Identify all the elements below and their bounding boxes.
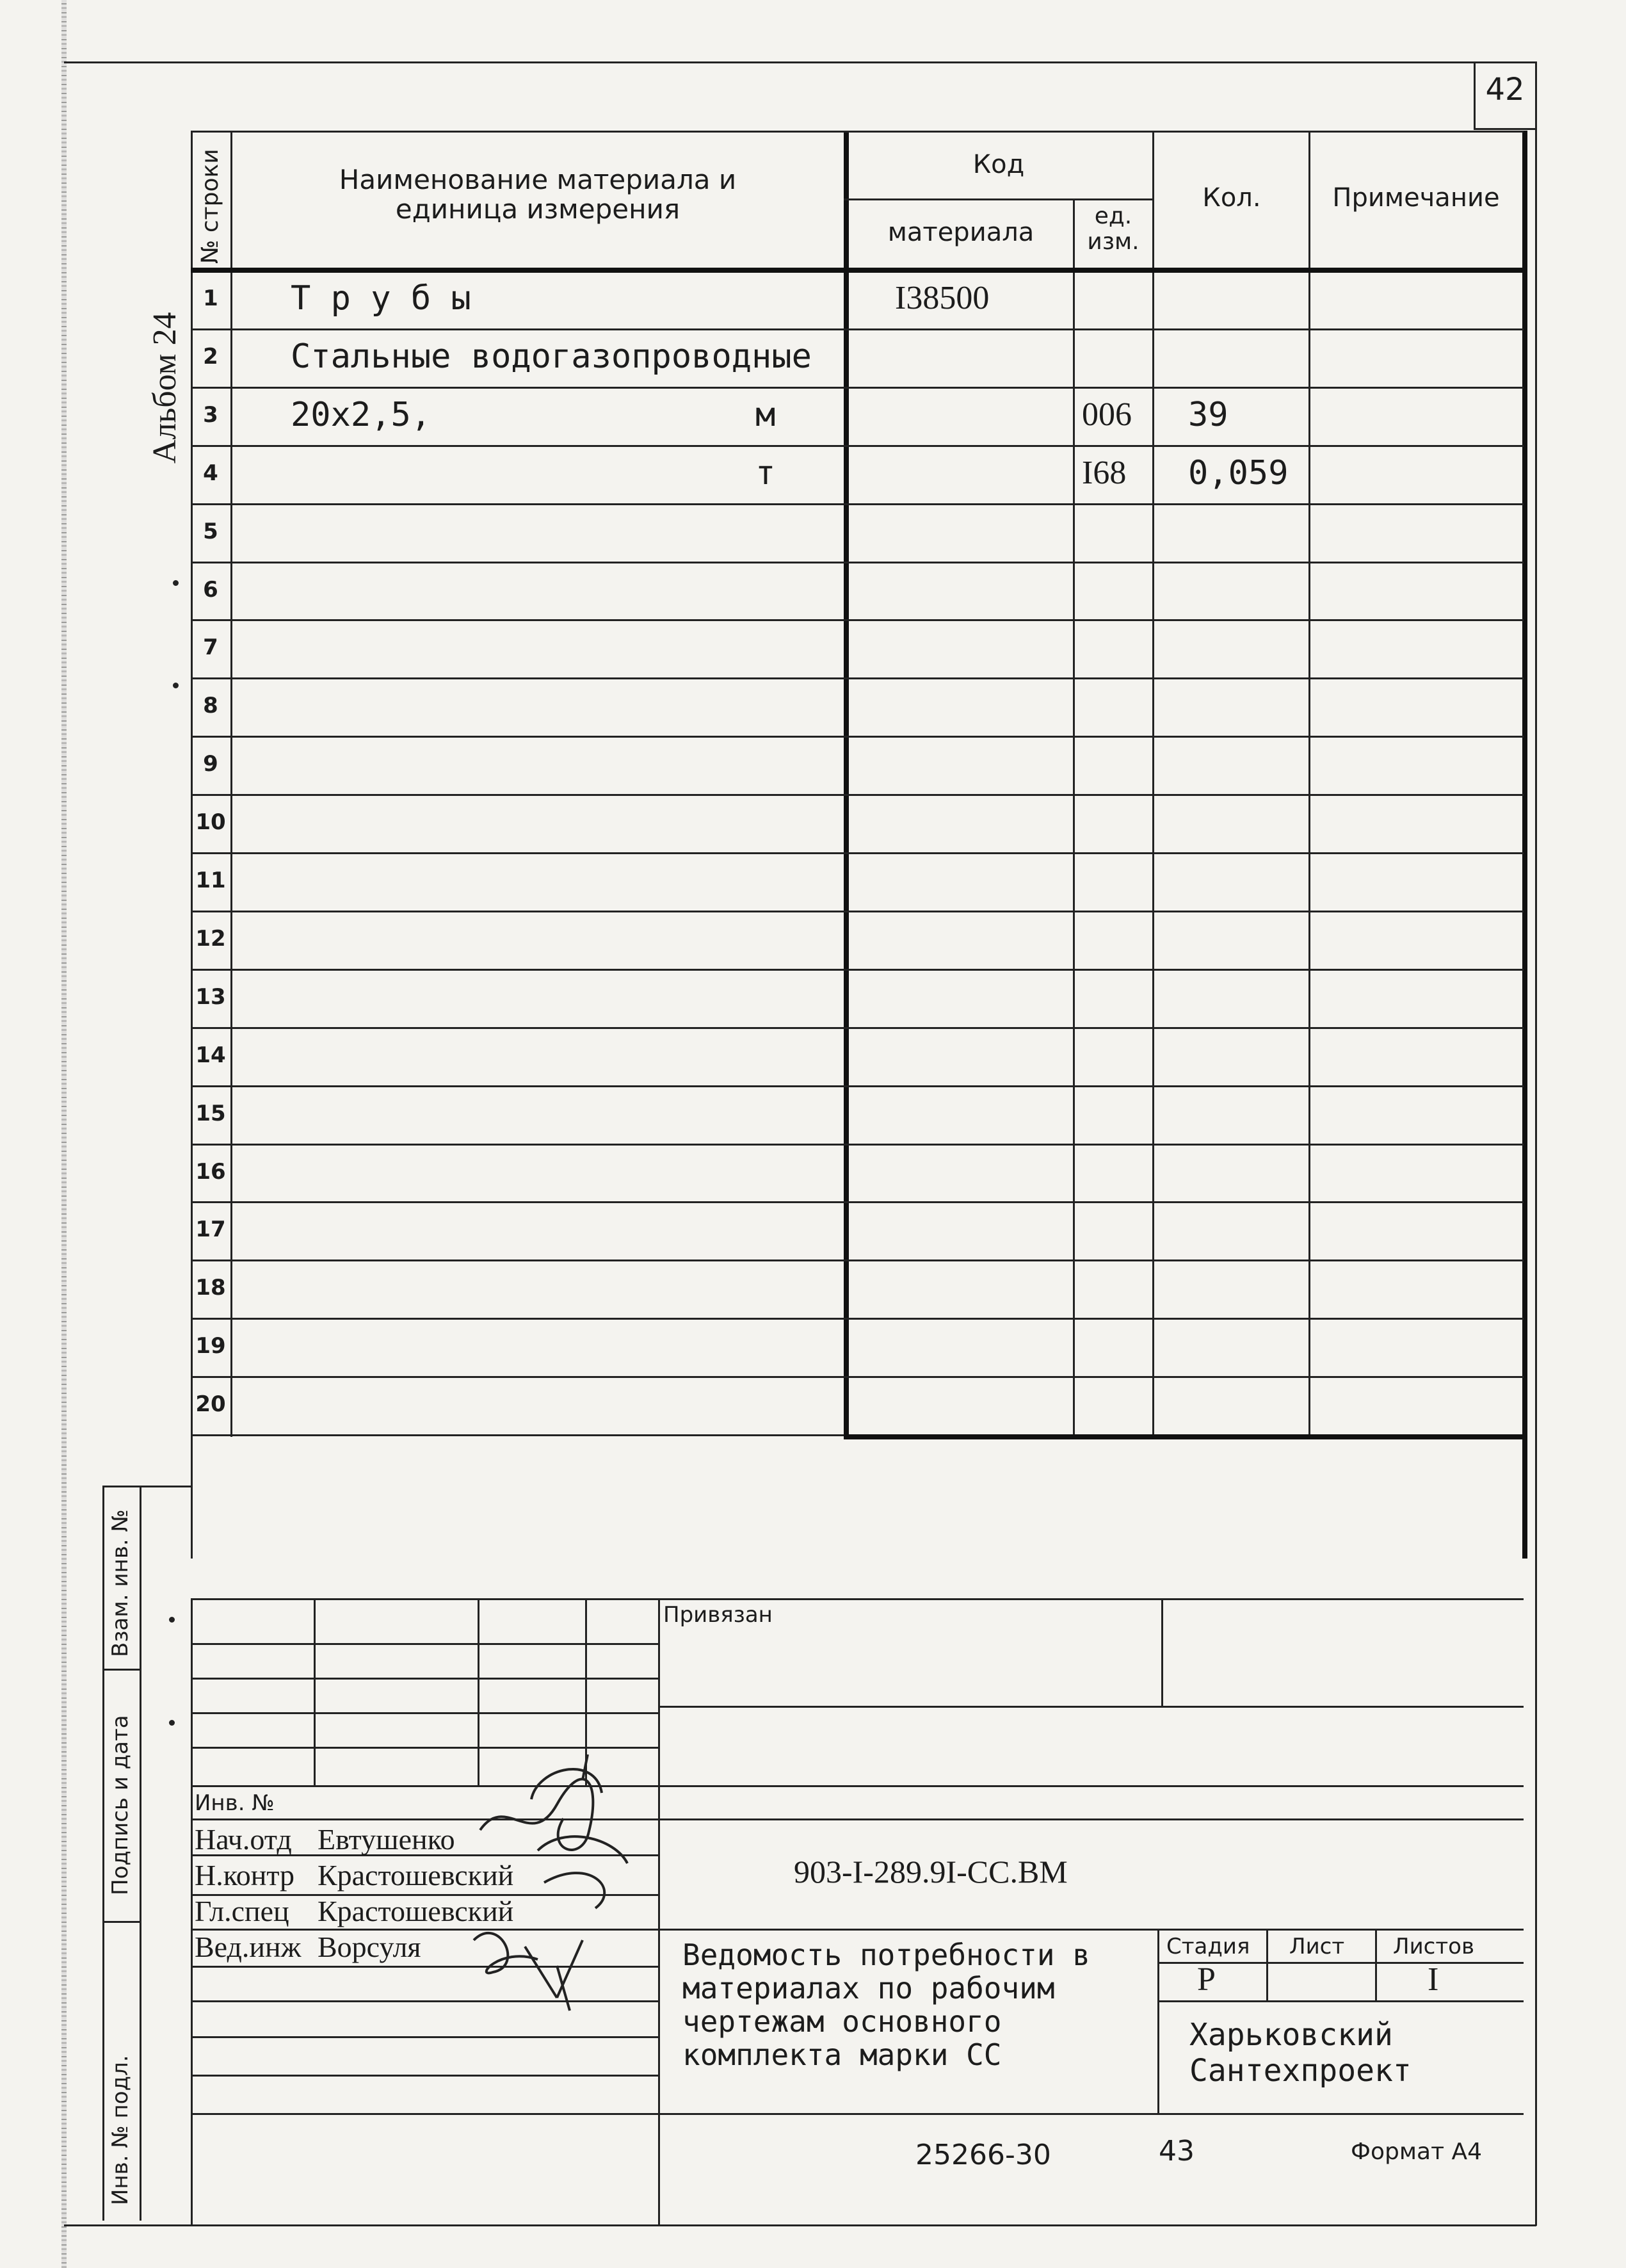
- sheet-number-box-bottom: [1474, 128, 1535, 130]
- table-row-line: [191, 1376, 1524, 1378]
- stamp-podpis-data: Подпись и дата: [108, 1715, 133, 1895]
- album-label: Альбом 24: [147, 312, 183, 464]
- signer-name: Ворсуля: [318, 1931, 421, 1963]
- privyazan-label: Привязан: [663, 1602, 773, 1628]
- table-row-line: [191, 1318, 1524, 1320]
- table-right-border: [1522, 131, 1527, 1559]
- table-row-line: [191, 1144, 1524, 1146]
- row-number: 13: [195, 984, 226, 1010]
- signer-role: Нач.отд: [195, 1823, 292, 1856]
- row-number: 2: [203, 343, 218, 369]
- table-left-border: [191, 131, 193, 1559]
- tb-col-5: [1161, 1598, 1163, 1706]
- signer-name: Крастошевский: [318, 1895, 514, 1927]
- table-row-line: [191, 911, 1524, 912]
- row-qty: 39: [1188, 395, 1228, 434]
- tb-line-2: [191, 1678, 658, 1680]
- table-row-line: [191, 562, 1524, 563]
- table-row-line: [191, 794, 1524, 796]
- document-title-line: комплекта марки СС: [682, 2037, 1002, 2072]
- row-name: Стальные водогазопроводные: [291, 337, 812, 376]
- row-number: 3: [203, 401, 218, 428]
- margin-dot: [173, 683, 179, 688]
- archive-number: 25266-30: [915, 2139, 1051, 2171]
- tb-left: [191, 1598, 193, 2224]
- row-number: 16: [195, 1158, 226, 1185]
- sheets-label: Листов: [1393, 1934, 1475, 1959]
- row-number: 10: [195, 809, 226, 836]
- table-row-line: [191, 1260, 1524, 1261]
- stamp-div-1: [102, 1669, 141, 1671]
- row-name: 20х2,5,: [291, 395, 431, 434]
- stamp-top: [102, 1486, 192, 1487]
- header-code-material: материала: [887, 218, 1034, 247]
- signer-name: Евтушенко: [318, 1823, 455, 1856]
- header-top: [191, 131, 1524, 133]
- row-unit: м: [755, 395, 776, 434]
- table-row-line: [191, 1085, 1524, 1087]
- signer-role: Гл.спец: [195, 1895, 289, 1927]
- tb-stage-left: [1157, 1929, 1159, 2114]
- table-note-left-border: [1308, 131, 1310, 1437]
- table-row-line: [191, 503, 1524, 505]
- frame-bottom: [64, 2224, 1536, 2226]
- sheets-value: I: [1428, 1961, 1439, 1998]
- tb-line-4: [191, 1747, 658, 1749]
- tb-col-1: [314, 1598, 316, 1785]
- table-qty-left-border: [1152, 131, 1154, 1437]
- row-number: 19: [195, 1333, 226, 1359]
- table-code-left-border: [844, 131, 849, 1437]
- stamp-vzam-inv: Взам. инв. №: [108, 1509, 133, 1657]
- tb-line-5: [191, 1785, 1524, 1787]
- tb-line-3: [191, 1712, 658, 1714]
- row-unit: т: [755, 453, 776, 492]
- stage-label: Стадия: [1166, 1934, 1250, 1959]
- tb-stage-value-bottom: [1157, 2000, 1524, 2002]
- row-number: 4: [203, 460, 218, 486]
- table-unit-left-border: [1073, 198, 1075, 1437]
- sheet-label: Лист: [1289, 1934, 1345, 1959]
- stamp-inv-podl: Инв. № подл.: [108, 2055, 133, 2205]
- row-number: 15: [195, 1100, 226, 1126]
- row-unit-code: 006: [1082, 396, 1132, 433]
- header-row-no: № строки: [197, 149, 223, 264]
- table-row-line: [191, 736, 1524, 738]
- table-row-line: [191, 1201, 1524, 1203]
- document-title-line: Ведомость потребности в: [682, 1938, 1090, 1972]
- row-number: 7: [203, 635, 218, 661]
- stamp-col-left: [102, 1486, 104, 2221]
- row-unit-code: I68: [1082, 454, 1127, 491]
- row-number: 17: [195, 1217, 226, 1243]
- stage-value: Р: [1197, 1961, 1216, 1998]
- table-row-line: [191, 328, 1524, 330]
- stamp-col-mid: [140, 1486, 141, 2221]
- signatures-handwritten: [435, 1754, 691, 2023]
- table-row-line: [191, 1027, 1524, 1029]
- table-rownum-border: [230, 131, 232, 1437]
- row-qty: 0,059: [1188, 453, 1289, 492]
- frame-right: [1535, 61, 1537, 2226]
- tb-line-13: [191, 2036, 658, 2038]
- document-title-line: материалах по рабочим: [682, 1971, 1055, 2005]
- row-number: 9: [203, 751, 218, 777]
- signer-name: Крастошевский: [318, 1859, 514, 1891]
- organization-line: Харьковский: [1189, 2017, 1393, 2053]
- tb-line-9: [658, 1929, 1524, 1931]
- sheet-number-box-left: [1474, 61, 1476, 129]
- table-body-bottom: [844, 1434, 1525, 1439]
- tb-line-1: [191, 1643, 658, 1645]
- stamp-dot: [169, 1617, 175, 1623]
- row-number: 14: [195, 1042, 226, 1068]
- document-code: 903-I-289.9I-CC.BM: [794, 1854, 1068, 1890]
- row-number: 6: [203, 576, 218, 603]
- tb-stage-col-2: [1375, 1929, 1377, 2000]
- header-code: Код: [972, 150, 1025, 179]
- header-code-unit: ед. изм.: [1087, 203, 1139, 255]
- stamp-dot: [169, 1720, 175, 1726]
- tb-top: [191, 1598, 1524, 1600]
- header-name: Наименование материала и единица измерения: [339, 164, 737, 225]
- format-label: Формат А4: [1351, 2139, 1483, 2165]
- tb-stage-col-1: [1266, 1929, 1268, 2000]
- row-name: Т р у б ы: [291, 279, 471, 318]
- row-number: 11: [195, 868, 226, 893]
- signer-role: Н.контр: [195, 1859, 295, 1891]
- organization-line: Сантехпроект: [1189, 2053, 1412, 2089]
- table-row-line: [191, 445, 1524, 447]
- header-bottom: [191, 268, 1524, 273]
- row-material-code: I38500: [895, 280, 990, 316]
- header-code-split: [844, 198, 1154, 200]
- table-row-line: [191, 969, 1524, 971]
- signer-role: Вед.инж: [195, 1931, 302, 1963]
- tb-line-15: [191, 2113, 1524, 2115]
- row-number: 8: [203, 693, 218, 719]
- scan-edge: [61, 0, 67, 2268]
- header-qty: Кол.: [1202, 183, 1261, 213]
- table-row-line: [191, 619, 1524, 621]
- page-number: 43: [1159, 2135, 1195, 2167]
- inv-no-label: Инв. №: [195, 1790, 275, 1816]
- row-number: 18: [195, 1275, 226, 1301]
- row-number: 1: [203, 286, 218, 311]
- row-number: 5: [203, 518, 218, 544]
- table-row-line: [191, 677, 1524, 679]
- sheet-number: 42: [1485, 72, 1525, 108]
- tb-privyazan-bottom: [658, 1706, 1524, 1708]
- frame-top: [64, 61, 1536, 63]
- margin-dot: [173, 580, 179, 586]
- table-row-line: [191, 852, 1524, 854]
- stamp-div-2: [102, 1921, 141, 1923]
- tb-line-6: [191, 1818, 1524, 1820]
- tb-line-14: [191, 2075, 658, 2077]
- table-row-line: [191, 387, 1524, 389]
- header-note: Примечание: [1332, 183, 1500, 213]
- row-number: 12: [195, 925, 226, 952]
- document-title-line: чертежам основного: [682, 2004, 1002, 2039]
- row-number: 20: [195, 1391, 226, 1418]
